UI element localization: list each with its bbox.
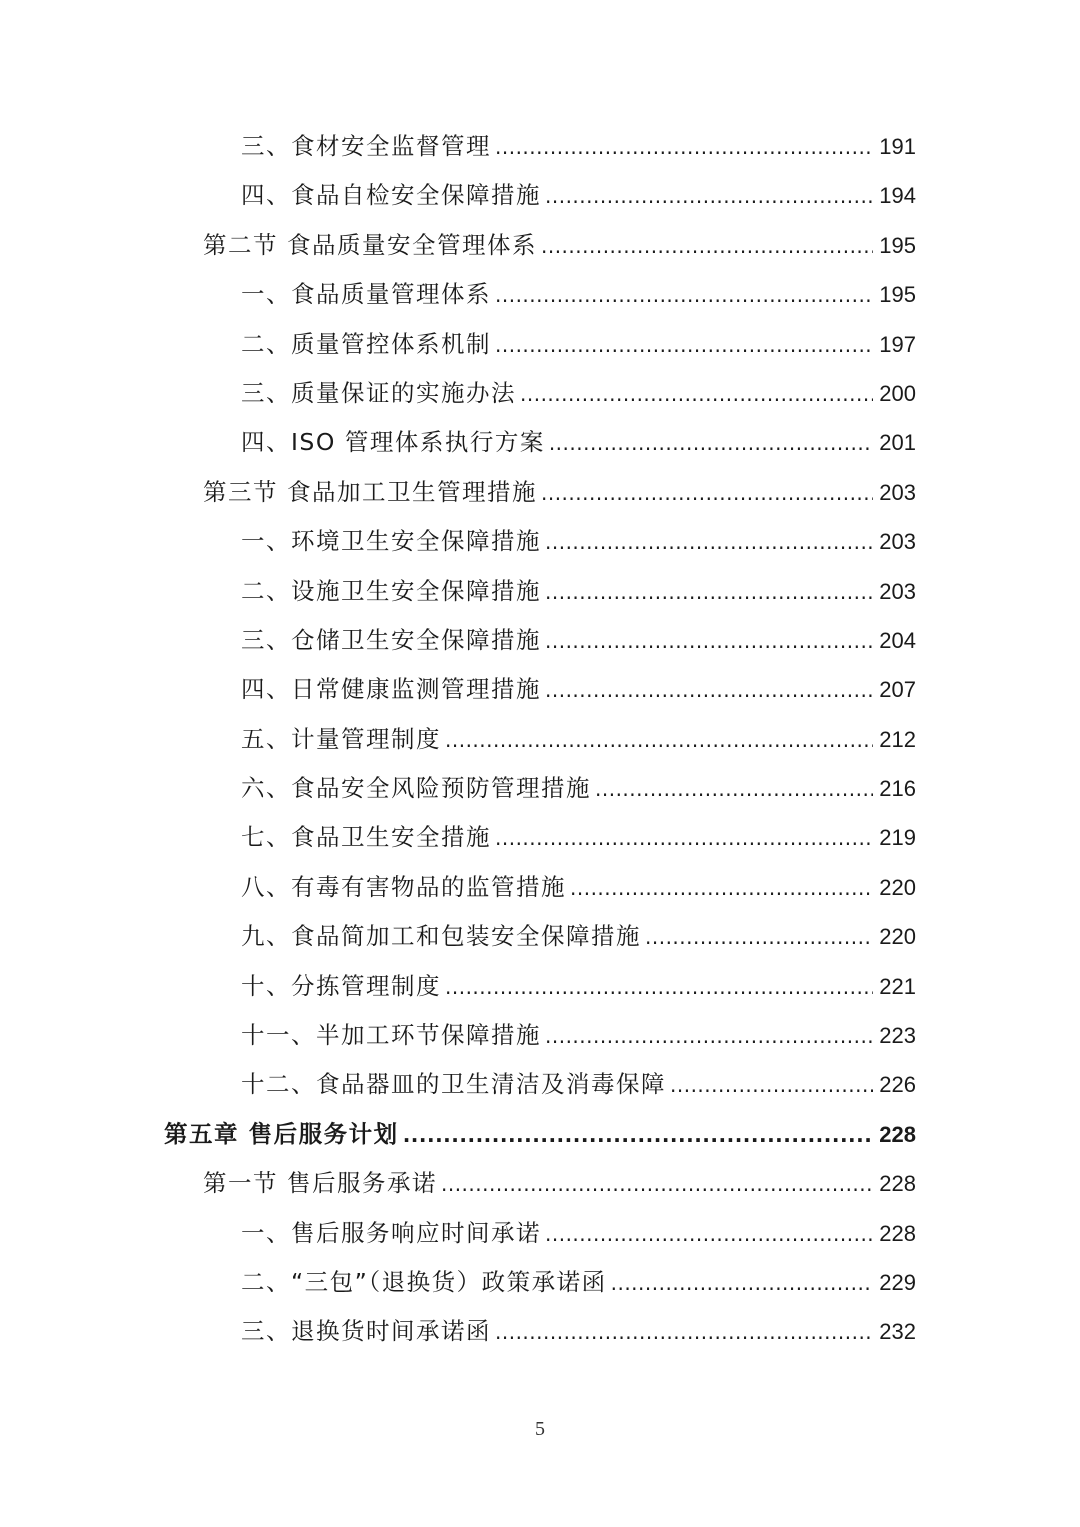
toc-dot-leader bbox=[541, 469, 873, 518]
toc-entry-title: 三、退换货时间承诺函 bbox=[241, 1317, 491, 1346]
toc-entry[interactable] bbox=[0, 1209, 1080, 1258]
toc-entry[interactable] bbox=[0, 171, 1080, 220]
toc-chapter-entry[interactable] bbox=[0, 1110, 1080, 1159]
toc-entry-title: 六、食品安全风险预防管理措施 bbox=[241, 774, 591, 803]
toc-dot-leader bbox=[520, 370, 873, 419]
toc-entry-page: 197 bbox=[879, 331, 916, 357]
toc-entry-page: 212 bbox=[879, 726, 916, 752]
toc-entry[interactable] bbox=[0, 1258, 1080, 1307]
toc-entry-title: 二、“三包”（退换货）政策承诺函 bbox=[241, 1267, 607, 1296]
toc-entry-page: 216 bbox=[879, 776, 916, 802]
toc-entry[interactable] bbox=[0, 567, 1080, 616]
toc-section-entry[interactable] bbox=[0, 1159, 1080, 1208]
toc-entry-title: 第二节 食品质量安全管理体系 bbox=[203, 230, 537, 259]
toc-dot-leader bbox=[670, 1061, 873, 1110]
toc-entry-page: 204 bbox=[879, 627, 916, 653]
toc-dot-leader bbox=[545, 172, 873, 221]
toc-dot-leader bbox=[445, 963, 873, 1012]
toc-entry[interactable] bbox=[0, 320, 1080, 369]
toc-entry-title: 四、食品自检安全保障措施 bbox=[241, 181, 541, 210]
toc-entry-title: 八、有毒有害物品的监管措施 bbox=[241, 872, 566, 901]
toc-dot-leader bbox=[545, 1210, 873, 1259]
toc-entry-page: 195 bbox=[879, 282, 916, 308]
toc-entry[interactable] bbox=[0, 912, 1080, 961]
toc-entry-page: 200 bbox=[879, 380, 916, 406]
toc-section-entry[interactable] bbox=[0, 221, 1080, 270]
toc-dot-leader bbox=[495, 123, 873, 172]
toc-dot-leader bbox=[545, 1012, 873, 1061]
toc-entry-title: 十一、半加工环节保障措施 bbox=[241, 1021, 541, 1050]
toc-dot-leader bbox=[570, 864, 873, 913]
toc-entry-title: 第一节 售后服务承诺 bbox=[203, 1169, 437, 1198]
toc-entry-page: 223 bbox=[879, 1023, 916, 1049]
toc-entry[interactable] bbox=[0, 418, 1080, 467]
toc-entry[interactable] bbox=[0, 270, 1080, 319]
toc-entry-title: 四、日常健康监测管理措施 bbox=[241, 675, 541, 704]
toc-dot-leader bbox=[545, 568, 873, 617]
toc-entry[interactable] bbox=[0, 1011, 1080, 1060]
toc-entry[interactable] bbox=[0, 369, 1080, 418]
toc-entry-title: 一、售后服务响应时间承诺 bbox=[241, 1218, 541, 1247]
toc-dot-leader bbox=[495, 1308, 873, 1357]
toc-entry[interactable] bbox=[0, 1060, 1080, 1109]
table-of-contents bbox=[0, 122, 1080, 1357]
toc-dot-leader bbox=[611, 1259, 873, 1308]
toc-entry-page: 203 bbox=[879, 529, 916, 555]
toc-dot-leader bbox=[549, 419, 873, 468]
toc-entry-title: 四、ISO 管理体系执行方案 bbox=[241, 428, 545, 457]
toc-entry[interactable] bbox=[0, 962, 1080, 1011]
toc-dot-leader bbox=[445, 716, 873, 765]
toc-entry-page: 226 bbox=[879, 1072, 916, 1098]
toc-entry-page: 203 bbox=[879, 479, 916, 505]
toc-dot-leader bbox=[595, 765, 873, 814]
toc-entry-title: 十二、食品器皿的卫生清洁及消毒保障 bbox=[241, 1070, 666, 1099]
toc-entry[interactable] bbox=[0, 764, 1080, 813]
toc-entry-title: 九、食品简加工和包装安全保障措施 bbox=[241, 922, 641, 951]
toc-entry-title: 二、设施卫生安全保障措施 bbox=[241, 576, 541, 605]
toc-entry-title: 五、计量管理制度 bbox=[241, 724, 441, 753]
toc-entry[interactable] bbox=[0, 1307, 1080, 1356]
toc-dot-leader bbox=[545, 617, 873, 666]
toc-entry-title: 三、质量保证的实施办法 bbox=[241, 378, 516, 407]
toc-entry-page: 229 bbox=[879, 1269, 916, 1295]
toc-entry-page: 228 bbox=[879, 1121, 916, 1147]
toc-entry[interactable] bbox=[0, 863, 1080, 912]
toc-dot-leader bbox=[545, 518, 873, 567]
toc-entry-page: 228 bbox=[879, 1171, 916, 1197]
toc-entry[interactable] bbox=[0, 715, 1080, 764]
toc-dot-leader bbox=[441, 1160, 873, 1209]
toc-entry-title: 一、环境卫生安全保障措施 bbox=[241, 527, 541, 556]
toc-entry-title: 三、食材安全监督管理 bbox=[241, 132, 491, 160]
toc-dot-leader bbox=[545, 666, 873, 715]
toc-entry-page: 220 bbox=[879, 924, 916, 950]
toc-entry-page: 201 bbox=[879, 430, 916, 456]
toc-section-entry[interactable] bbox=[0, 468, 1080, 517]
toc-entry-title: 十、分拣管理制度 bbox=[241, 971, 441, 1000]
toc-entry[interactable] bbox=[0, 616, 1080, 665]
toc-entry-page: 207 bbox=[879, 677, 916, 703]
toc-entry-page: 221 bbox=[879, 973, 916, 999]
toc-entry-page: 232 bbox=[879, 1319, 916, 1345]
toc-entry-title: 三、仓储卫生安全保障措施 bbox=[241, 625, 541, 654]
toc-entry-page: 203 bbox=[879, 578, 916, 604]
toc-dot-leader bbox=[541, 222, 873, 271]
toc-entry[interactable] bbox=[0, 517, 1080, 566]
page-number: 5 bbox=[535, 1418, 545, 1440]
toc-dot-leader bbox=[495, 271, 873, 320]
toc-dot-leader bbox=[645, 913, 873, 962]
toc-entry-page: 195 bbox=[879, 232, 916, 258]
toc-entry-title: 一、食品质量管理体系 bbox=[241, 280, 491, 309]
toc-entry-page: 194 bbox=[879, 183, 916, 209]
toc-entry[interactable] bbox=[0, 122, 1080, 171]
toc-dot-leader bbox=[495, 814, 873, 863]
toc-entry-title: 第三节 食品加工卫生管理措施 bbox=[203, 477, 537, 506]
toc-entry[interactable] bbox=[0, 813, 1080, 862]
toc-dot-leader bbox=[403, 1111, 873, 1160]
toc-entry-page: 191 bbox=[879, 134, 916, 159]
toc-entry-page: 220 bbox=[879, 874, 916, 900]
toc-entry[interactable] bbox=[0, 665, 1080, 714]
toc-entry-page: 228 bbox=[879, 1220, 916, 1246]
toc-entry-page: 219 bbox=[879, 825, 916, 851]
toc-entry-title: 二、质量管控体系机制 bbox=[241, 329, 491, 358]
toc-entry-title: 七、食品卫生安全措施 bbox=[241, 823, 491, 852]
toc-entry-title: 第五章 售后服务计划 bbox=[164, 1119, 399, 1148]
toc-dot-leader bbox=[495, 321, 873, 370]
